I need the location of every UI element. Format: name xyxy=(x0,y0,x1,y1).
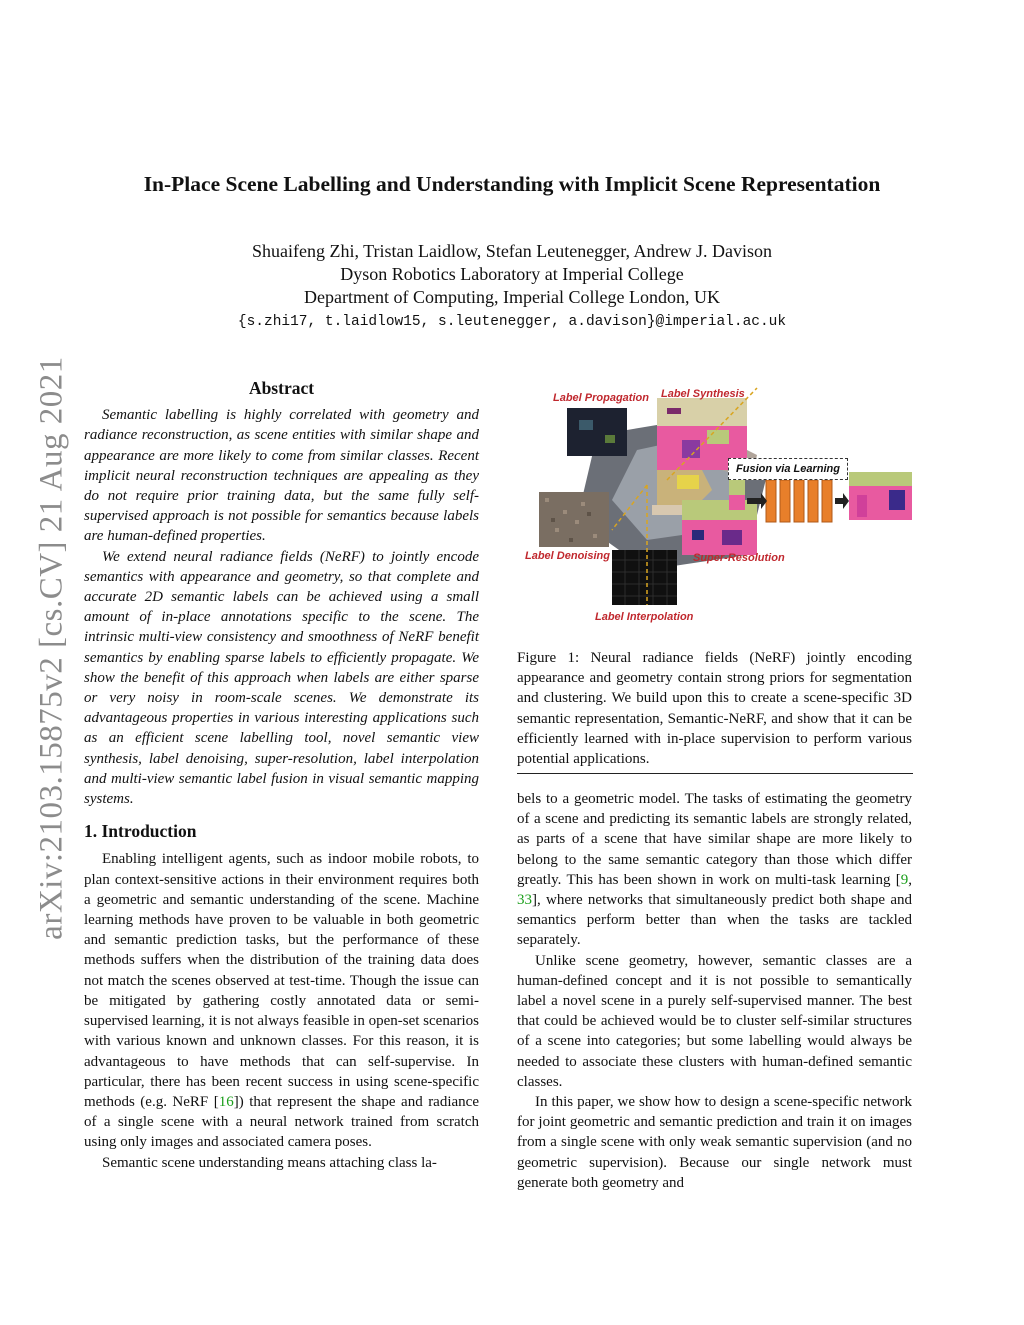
arxiv-identifier xyxy=(30,348,74,948)
abstract-paragraph-2: We extend neural radiance fields (NeRF) to jointly encode semantics with appearance and geometry, so that complete and accurate 2D semantic labels can be achieved using a small amount of in-place annotations specific to the scene. The intrinsic multi-view consistency and smoothness of NeRF benefit semantics by enabling sparse labels to efficiently propagate. We show the benefit of this approach when labels are either sparse or very noisy in room-scale scenes. We demonstrate its advantageous properties in various interesting applications such as an efficient scene labelling tool, novel semantic view synthesis, label denoising, super-resolution, label interpolation and multi-view semantic label fusion in visual semantic mapping systems. xyxy=(84,548,479,808)
figure-1 xyxy=(517,380,917,630)
arxiv-identifier-text: arXiv:2103.15875v2 [cs.CV] 21 Aug 2021 xyxy=(33,356,70,940)
label-denoising-tag: Label Denoising xyxy=(525,550,610,562)
paper-title: In-Place Scene Labelling and Understanding with Implicit Scene Representation xyxy=(143,172,881,196)
citation-link[interactable]: 33 xyxy=(517,892,532,909)
propagation-panel xyxy=(567,408,627,456)
label-propagation-tag: Label Propagation xyxy=(553,392,649,404)
author-emails: {s.zhi17, t.laidlow15, s.leutenegger, a.davison}@imperial.ac.uk xyxy=(237,314,787,330)
fusion-via-learning-tag: Fusion via Learning xyxy=(728,458,848,480)
network-layer xyxy=(822,480,832,522)
abstract-heading: Abstract xyxy=(248,378,315,398)
section-heading-introduction: 1. Introduction xyxy=(84,821,197,842)
network-layer xyxy=(808,480,818,522)
author-names: Shuaifeng Zhi, Tristan Laidlow, Stefan Leutenegger, Andrew J. Davison xyxy=(251,241,773,261)
affiliation-lab: Dyson Robotics Laboratory at Imperial College xyxy=(340,264,684,284)
caption-divider xyxy=(517,773,913,774)
intro-paragraph-2: Semantic scene understanding means attaching class la- xyxy=(102,1154,437,1171)
network-layer xyxy=(780,480,790,522)
citation-link[interactable]: 9 xyxy=(900,871,909,888)
denoising-panel xyxy=(539,492,609,547)
right-paragraph-1: bels to a geometric model. The tasks of estimating the geometry of a scene and predicting its semantic labels are strongly related, as parts of a scene that have similar shape are more likely to belong to the same semantic category than those which differ greatly. This has been shown in work on multi-task learning [9, 33], where networks that simultaneously predict both shape and semantics perform better than when the tasks are tackled separately. xyxy=(517,791,912,949)
abstract-paragraph-1: Semantic labelling is highly correlated with geometry and radiance reconstruction, as scene entities with similar shape and appearance are more likely to come from similar classes. Recent implicit neural reconstruction techniques are appealing as they do not require prior training data, but the same fully self-supervised approach is not possible for semantics because labels are human-defined properties. xyxy=(84,407,479,545)
right-paragraph-3: In this paper, we show how to design a scene-specific network for joint geometric and semantic prediction and train it on images from a single scene with only weak semantic supervision (and no geometric supervision). Because our single network must generate both geometry and xyxy=(517,1094,912,1191)
label-synthesis-tag: Label Synthesis xyxy=(661,388,745,400)
super-resolution-tag: Super-Resolution xyxy=(693,552,785,564)
network-layer xyxy=(766,480,776,522)
author-block xyxy=(40,240,984,335)
network-layer xyxy=(794,480,804,522)
figure-illustration xyxy=(517,380,917,630)
right-column-body xyxy=(517,789,912,1193)
affiliation-dept: Department of Computing, Imperial College London, UK xyxy=(304,287,720,307)
abstract-section xyxy=(84,378,479,809)
right-paragraph-2: Unlike scene geometry, however, semantic classes are a human-defined concept and it is not possible to semantically label a novel scene in a purely self-supervised manner. The best that could be achieved would be to cluster self-similar structures of a scene into categories; but some labelling would always be needed to associate these clusters with human-defined semantic classes. xyxy=(517,952,912,1090)
intro-paragraph-1: Enabling intelligent agents, such as indoor mobile robots, to plan context-sensitive actions in their environment requires both a geometric and semantic understanding of the scene. Machine learning methods have proven to be valuable in both geometric and semantic prediction tasks, but the performance of these methods suffers when the distribution of the training data does not match the scenes observed at test-time. Though the issue can be mitigated by gathering costly annotated data or semi-supervised learning, it is not always feasible in open-set scenarios with various known and unknown classes. For this reason, it is advantageous to have methods that can self-supervise. In particular, there has been recent success in using scene-specific methods (e.g. NeRF [16]) that represent the shape and radiance of a single scene with a neural network trained from scratch using only images and associated camera poses. xyxy=(84,851,479,1151)
citation-link[interactable]: 16 xyxy=(218,1093,234,1110)
left-column xyxy=(84,378,479,1173)
figure-1-caption: Figure 1: Neural radiance fields (NeRF) jointly encoding appearance and geometry contain strong priors for segmentation and clustering. We build upon this to create a scene-specific 3D semantic representation, Semantic-NeRF, and show that it can be efficiently learned with in-place supervision to perform various potential applications. xyxy=(517,650,912,768)
label-interpolation-tag: Label Interpolation xyxy=(595,611,694,623)
